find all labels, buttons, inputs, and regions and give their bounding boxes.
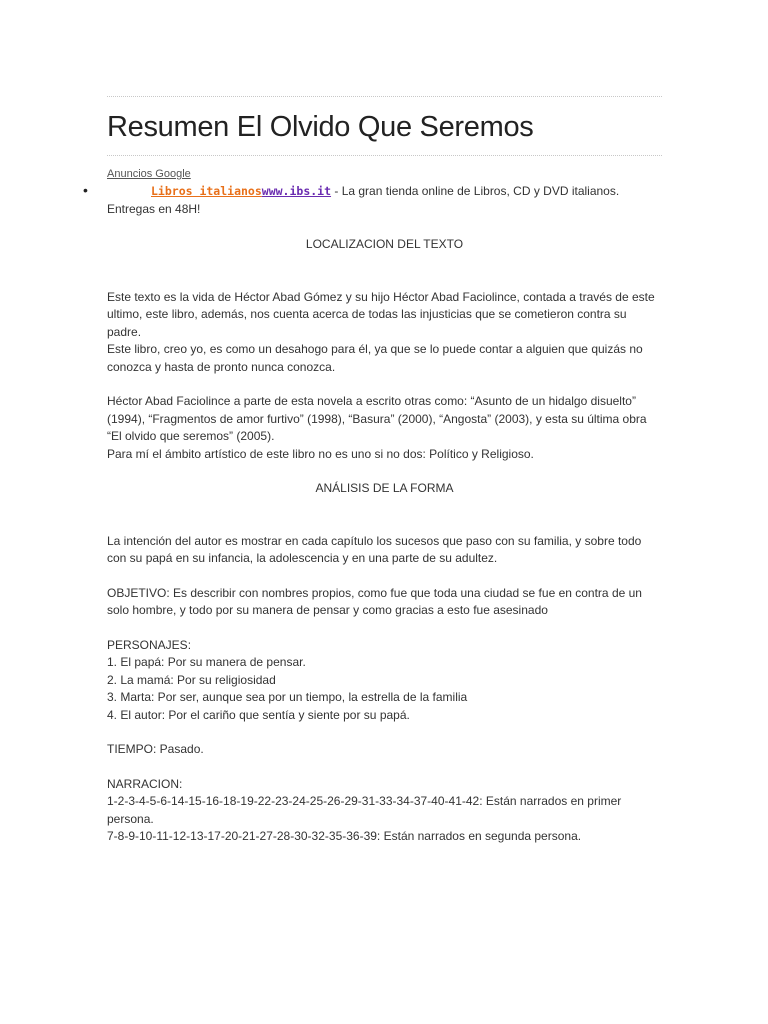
- ad-description: - La gran tienda online de Libros, CD y DVD italianos. Entregas en 48H!: [107, 184, 620, 216]
- personajes-heading: PERSONAJES:: [107, 637, 192, 652]
- objetivo-paragraph: OBJETIVO: Es describir con nombres propios, como fue que toda una ciudad se fue en contra de un solo hombre, y todo por su manera de pensar y como gracias a esto fue asesinado: [107, 585, 642, 617]
- list-item: 3. Marta: Por ser, aunque sea por un tiempo, la estrella de la familia: [107, 690, 468, 704]
- paragraph: Héctor Abad Faciolince a parte de esta novela a escrito otras como: “Asunto de un hidalgo disuelto” (1994), “Fragmentos de amor furtivo” (1998), “Basura” (2000), “Angosta” (2003), y esta su última obra “El olvido que seremos” (2005).: [107, 394, 647, 443]
- ad-url-link[interactable]: www.ibs.it: [261, 184, 332, 198]
- paragraph: 7-8-9-10-11-12-13-17-20-21-27-28-30-32-35-36-39: Están narrados en segunda persona.: [107, 829, 582, 843]
- article: [83, 96, 662, 846]
- narracion-heading: NARRACION:: [107, 776, 183, 791]
- paragraph: La intención del autor es mostrar en cada capítulo los sucesos que paso con su familia, y sobre todo con su papá en su infancia, la adolescencia y en una parte de su adultez.: [107, 533, 642, 565]
- tiempo-paragraph: TIEMPO: Pasado.: [107, 742, 204, 756]
- paragraph: Este libro, creo yo, es como un desahogo para él, ya que se lo puede contar a alguien que quizás no conozca y hasta de pronto nunca conozca.: [107, 342, 643, 374]
- section-heading-analisis: ANÁLISIS DE LA FORMA: [315, 481, 454, 495]
- bullet-icon: •: [83, 182, 88, 198]
- ad-title-link[interactable]: Libros italianos: [151, 184, 262, 198]
- ad-item: [83, 182, 662, 218]
- title-divider: [107, 155, 662, 156]
- paragraph: 1-2-3-4-5-6-14-15-16-18-19-22-23-24-25-26-29-31-33-34-37-40-41-42: Están narrados en primer persona.: [107, 794, 622, 826]
- list-item: 1. El papá: Por su manera de pensar.: [107, 655, 306, 669]
- ads-label-link[interactable]: Anuncios Google: [107, 168, 191, 180]
- list-item: 2. La mamá: Por su religiosidad: [107, 672, 276, 687]
- section-heading-localizacion: LOCALIZACION DEL TEXTO: [305, 237, 464, 251]
- top-divider: [107, 96, 662, 97]
- article-body: [107, 236, 662, 846]
- paragraph: Este texto es la vida de Héctor Abad Gómez y su hijo Héctor Abad Faciolince, contada a través de este ultimo, este libro, además, nos cuenta acerca de todas las injusticias que se cometieron contra su padre.: [107, 289, 655, 339]
- paragraph: Para mí el ámbito artístico de este libro no es uno si no dos: Político y Religioso.: [107, 446, 534, 461]
- list-item: 4. El autor: Por el cariño que sentía y siente por su papá.: [107, 707, 410, 722]
- page-title: Resumen El Olvido Que Seremos: [107, 111, 534, 143]
